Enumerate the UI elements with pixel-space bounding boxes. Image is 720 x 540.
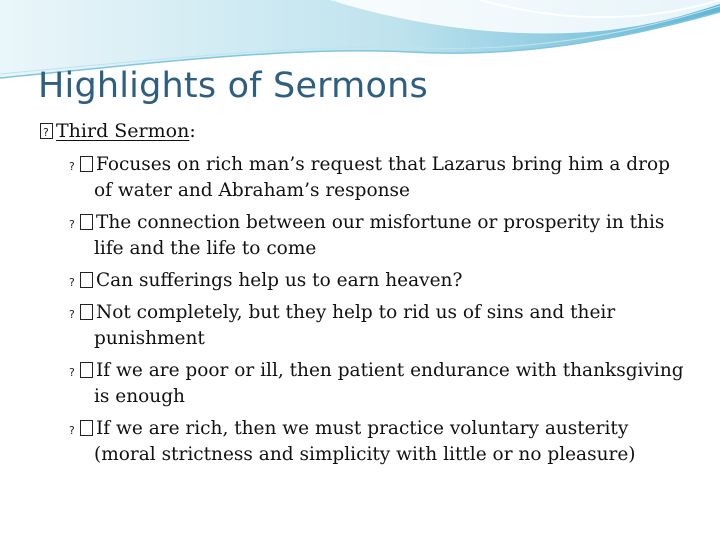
missing-glyph-bullet-icon bbox=[80, 272, 93, 288]
missing-glyph-bullet-icon bbox=[80, 156, 93, 172]
missing-glyph-bullet-icon bbox=[80, 214, 93, 230]
missing-glyph-bullet-icon bbox=[40, 123, 53, 139]
bullet-text: Not completely, but they help to rid us of sins and their punishment bbox=[94, 302, 616, 349]
slide-title: Highlights of Sermons bbox=[38, 66, 428, 106]
bullet-text: The connection between our misfortune or prosperity in this life and the life to come bbox=[94, 212, 665, 259]
bullet-text: If we are rich, then we must practice voluntary austerity (moral strictness and simplicity with little or no pleasure) bbox=[94, 418, 636, 465]
list-item bbox=[80, 300, 688, 352]
list-item bbox=[80, 210, 688, 262]
top-level-bullet bbox=[40, 119, 196, 143]
sub-bullet-list bbox=[80, 152, 688, 474]
third-sermon-label: Third Sermon bbox=[56, 120, 190, 142]
list-item bbox=[80, 358, 688, 410]
list-item bbox=[80, 152, 688, 204]
missing-glyph-bullet-icon bbox=[80, 362, 93, 378]
list-item bbox=[80, 268, 688, 294]
missing-glyph-bullet-icon bbox=[80, 304, 93, 320]
bullet-text: Focuses on rich man’s request that Lazarus bring him a drop of water and Abraham’s response bbox=[94, 154, 670, 201]
bullet-text: If we are poor or ill, then patient endurance with thanksgiving is enough bbox=[94, 360, 684, 407]
bullet-text: Can sufferings help us to earn heaven? bbox=[96, 270, 463, 291]
list-item bbox=[80, 416, 688, 468]
missing-glyph-bullet-icon bbox=[80, 420, 93, 436]
label-colon: : bbox=[189, 120, 196, 142]
